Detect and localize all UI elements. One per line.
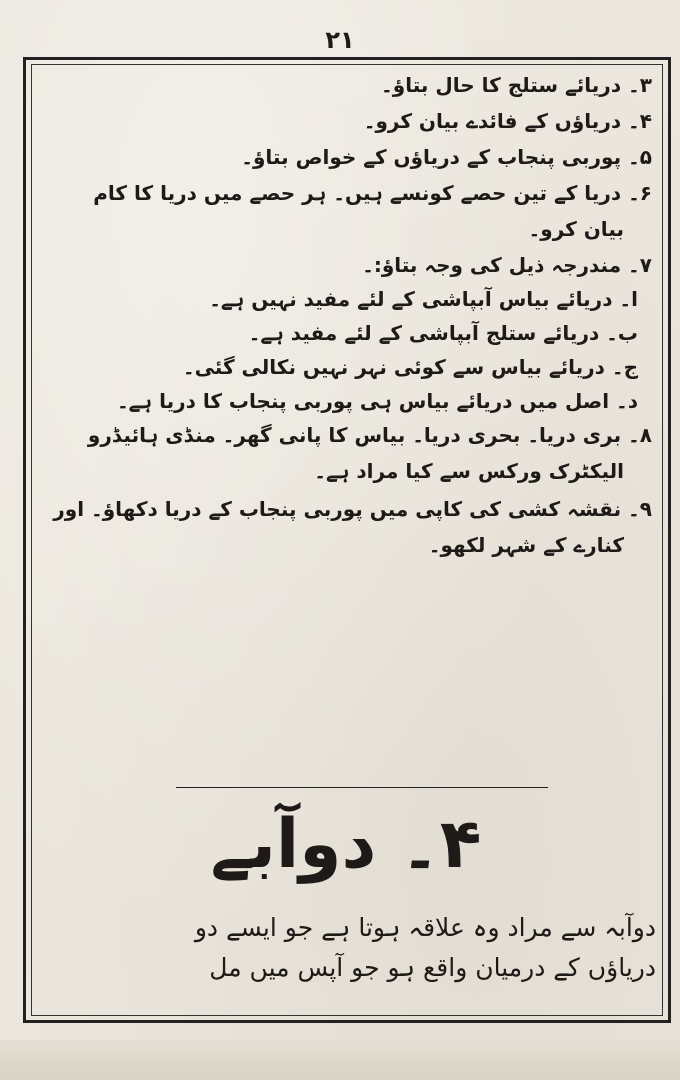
page-bottom-margin <box>0 1040 680 1080</box>
section-paragraph <box>40 908 656 988</box>
question-7-part-a: ا۔ دریائے بیاس آبپاشی کے لئے مفید نہیں ہے۔ <box>209 287 638 311</box>
question-9: ۹۔ نقشہ کشی کی کاپی میں پوربی پنجاب کے دریا دکھاؤ۔ اور <box>53 497 652 521</box>
question-3: ۳۔ دریائے ستلج کا حال بتاؤ۔ <box>381 73 652 97</box>
paragraph-line-1: دوآبہ سے مراد وہ علاقہ ہوتا ہے جو ایسے دو <box>194 913 656 942</box>
exercise-questions <box>40 72 652 558</box>
question-6-continued: بیان کرو۔ <box>528 217 624 241</box>
paragraph-line-2: دریاؤں کے درمیان واقع ہو جو آپس میں مل <box>209 953 656 982</box>
question-9-continued: کنارے کے شہر لکھو۔ <box>428 533 624 557</box>
question-7: ۷۔ مندرجہ ذیل کی وجہ بتاؤ:۔ <box>362 253 652 277</box>
page-number: ۲۱ <box>325 26 355 54</box>
question-7-part-c: ج۔ دریائے بیاس سے کوئی نہر نہیں نکالی گئی۔ <box>182 355 638 379</box>
question-8: ۸۔ بری دریا۔ بحری دریا۔ بیاس کا پانی گھر۔ منڈی ہائیڈرو <box>87 423 652 447</box>
question-7-part-d: د۔ اصل میں دریائے بیاس ہی پوربی پنجاب کا دریا ہے۔ <box>116 389 638 413</box>
question-6: ۶۔ دریا کے تین حصے کونسے ہیں۔ ہر حصے میں دریا کا کام <box>93 181 652 205</box>
question-7-part-b: ب۔ دریائے ستلج آبپاشی کے لئے مفید ہے۔ <box>248 321 638 345</box>
section-heading: ۴۔ دوآبے <box>210 805 482 884</box>
question-8-continued: الیکٹرک ورکس سے کیا مراد ہے۔ <box>314 459 624 483</box>
question-4: ۴۔ دریاؤں کے فائدے بیان کرو۔ <box>363 109 652 133</box>
section-divider <box>176 787 548 788</box>
question-5: ۵۔ پوربی پنجاب کے دریاؤں کے خواص بتاؤ۔ <box>241 145 652 169</box>
